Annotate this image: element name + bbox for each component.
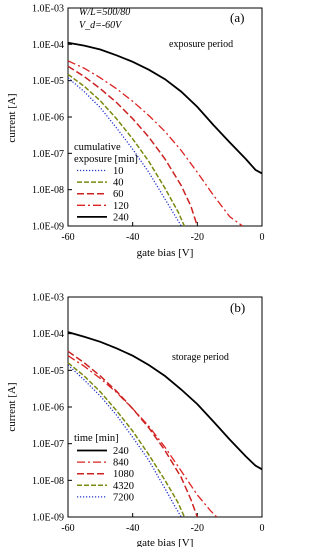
y-tick-label: 1.0E-04 xyxy=(32,329,64,341)
panel-label-b: (b) xyxy=(230,300,246,315)
legend-label-40: 40 xyxy=(113,177,124,189)
y-tick-label: 1.0E-09 xyxy=(32,221,64,233)
legend-title-a-line2: exposure [min] xyxy=(74,154,138,165)
x-tick-label: -20 xyxy=(190,523,205,534)
x-axis-label-b: gate bias [V] xyxy=(136,537,194,547)
y-tick-label: 1.0E-06 xyxy=(32,402,64,414)
plot-area-frame xyxy=(68,297,262,517)
y-tick-label: 1.0E-07 xyxy=(32,439,64,451)
x-tick-label: -40 xyxy=(125,232,140,243)
legend-label-10: 10 xyxy=(113,166,124,177)
legend-title-a-line1: cumulative xyxy=(74,142,121,153)
legend-label-240: 240 xyxy=(113,446,129,457)
y-tick-label: 1.0E-04 xyxy=(32,39,64,51)
y-tick-label: 1.0E-03 xyxy=(32,292,64,304)
y-tick-label: 1.0E-05 xyxy=(32,365,64,377)
y-tick-label: 1.0E-05 xyxy=(32,76,64,88)
x-tick-label: 0 xyxy=(259,523,265,534)
param-w-l: W/L=500/80 xyxy=(79,7,131,18)
x-tick-label: -20 xyxy=(190,232,205,243)
panel-label-a: (a) xyxy=(230,10,245,25)
panel-a xyxy=(6,4,265,260)
legend-label-1080: 1080 xyxy=(113,469,134,481)
series-line-240 xyxy=(68,332,262,469)
x-axis-label-a: gate bias [V] xyxy=(136,247,194,259)
panel-b xyxy=(6,293,265,547)
y-axis-label-a: current [A] xyxy=(6,93,18,143)
y-axis-label-b: current [A] xyxy=(6,382,18,432)
y-tick-label: 1.0E-09 xyxy=(32,512,64,524)
x-tick-label: -60 xyxy=(61,232,75,243)
y-tick-label: 1.0E-03 xyxy=(32,3,64,15)
device-params-vd xyxy=(79,20,123,31)
period-note-a: exposure period xyxy=(169,39,234,50)
device-params-a xyxy=(79,7,130,18)
legend-label-240: 240 xyxy=(113,212,129,224)
y-tick-label: 1.0E-07 xyxy=(32,148,64,160)
legend-label-60: 60 xyxy=(113,189,124,201)
y-tick-label: 1.0E-06 xyxy=(32,112,64,124)
x-tick-label: 0 xyxy=(259,232,265,243)
y-tick-label: 1.0E-08 xyxy=(32,475,64,487)
legend-label-4320: 4320 xyxy=(113,480,134,492)
period-note-b: storage period xyxy=(172,352,229,363)
legend-title-b: time [min] xyxy=(74,433,119,444)
y-tick-label: 1.0E-08 xyxy=(32,185,64,197)
param-vd: V_d=-60V xyxy=(79,20,122,31)
legend-label-840: 840 xyxy=(113,457,129,469)
legend-label-7200: 7200 xyxy=(113,492,134,504)
x-tick-label: -60 xyxy=(61,523,75,534)
x-tick-label: -40 xyxy=(125,523,140,534)
legend-label-120: 120 xyxy=(113,200,129,212)
